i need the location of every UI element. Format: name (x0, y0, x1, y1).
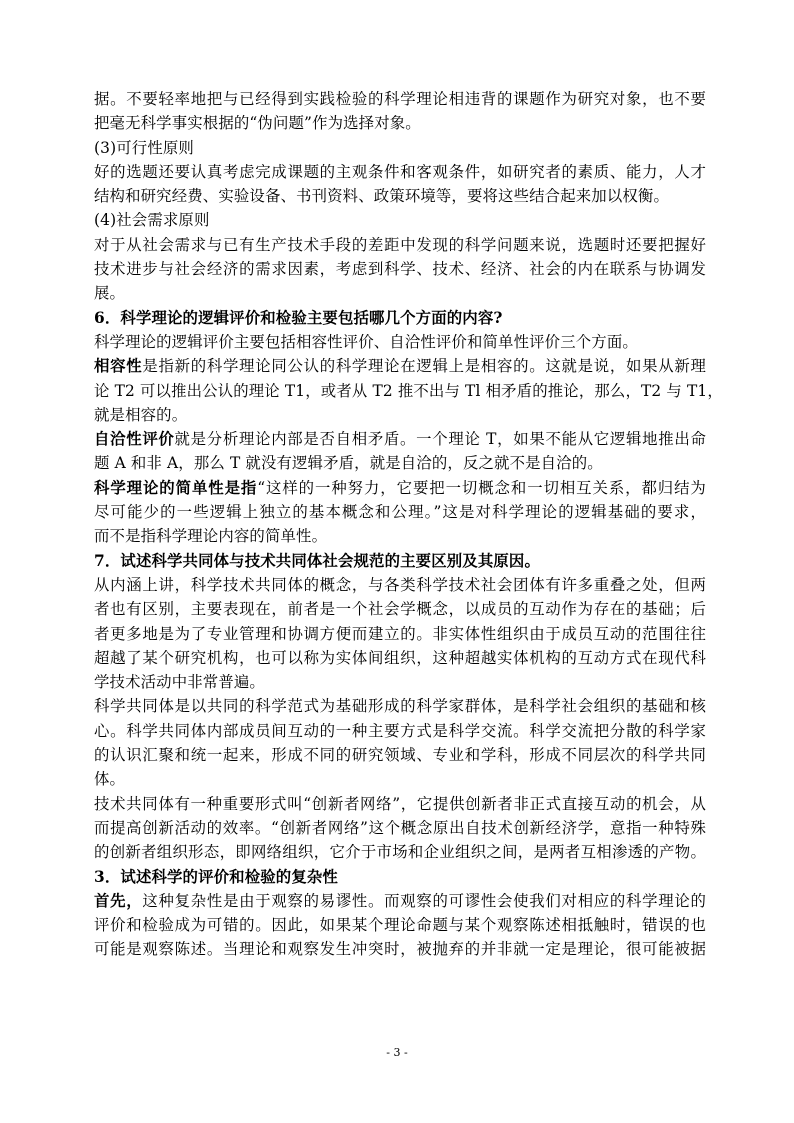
bold-term: 自洽性评价 (94, 430, 175, 449)
text-line: 就是相容的。 (94, 405, 188, 424)
text-line: 评价和检验成为可错的。因此，如果某个理论命题与某个观察陈述相抵触时，错误的也 (94, 916, 706, 935)
text-line: 心。科学共同体内部成员间互动的一种主要方式是科学交流。科学交流把分散的科学家 (94, 721, 706, 740)
text-line: 据。不要轻率地把与已经得到实践检验的科学理论相违背的课题作为研究对象，也不要 (94, 90, 706, 108)
text-line: 者也有区别，主要表现在，前者是一个社会学概念，以成员的互动作为存在的基础；后 (94, 600, 706, 619)
page-number: - 3 - (386, 1046, 408, 1059)
text-line: 的创新者组织形态，即网络组织，它介于市场和企业组织之间，是两者互相渗透的产物。 (94, 843, 706, 862)
text-line: 学技术活动中非常普遍。 (94, 673, 265, 692)
text-span: 就是分析理论内部是否自相矛盾。一个理论 T，如果不能从它逻辑地推出命 (174, 430, 706, 449)
text-line: 从内涵上讲，科学技术共同体的概念，与各类科学技术社会团体有许多重叠之处，但两 (94, 575, 706, 594)
subheading: (3)可行性原则 (94, 138, 194, 157)
text-line (94, 427, 706, 451)
text-line: 结构和研究经费、实验设备、书刊资料、政策环境等，要将这些结合起来加以权衡。 (94, 187, 670, 206)
section-heading: 7．试述科学共同体与技术共同体社会规范的主要区别及其原因。 (94, 551, 540, 570)
section-heading: 6．科学理论的逻辑评价和检验主要包括哪几个方面的内容? (94, 308, 503, 327)
text-line: 而提高创新活动的效率。“创新者网络”这个概念原出自技术创新经济学，意指一种特殊 (94, 818, 706, 837)
text-line (94, 889, 706, 913)
text-line (94, 476, 706, 500)
text-line: 超越了某个研究机构，也可以称为实体间组织，这种超越实体机构的互动方式在现代科 (94, 648, 706, 667)
text-line: 科学理论的逻辑评价主要包括相容性评价、自洽性评价和简单性评价三个方面。 (94, 332, 638, 351)
text-line: 可能是观察陈述。当理论和观察发生冲突时，被抛弃的并非就一定是理论，很可能被据 (94, 940, 706, 959)
text-line: 展。 (94, 284, 126, 303)
text-line: 而不是指科学理论内容的简单性。 (94, 527, 328, 546)
bold-term: 科学理论的简单性是指 (94, 478, 258, 497)
text-span: 这种复杂性是由于观察的易谬性。而观察的可谬性会使我们对相应的科学理论的 (142, 891, 706, 910)
text-line (94, 354, 706, 378)
text-line: 题 A 和非 A，那么 T 就没有逻辑矛盾，就是自洽的，反之就不是自洽的。 (94, 454, 603, 473)
text-line: 者更多地是为了专业管理和协调方便而建立的。非实体性组织由于成员互动的范围往往 (94, 624, 706, 643)
text-line: 尽可能少的一些逻辑上独立的基本概念和公理。”这是对科学理论的逻辑基础的要求， (94, 503, 706, 522)
subheading: (4)社会需求原则 (94, 211, 210, 230)
text-line: 技术进步与社会经济的需求因素，考虑到科学、技术、经济、社会的内在联系与协调发 (94, 260, 706, 279)
text-span: 是指新的科学理论同公认的科学理论在逻辑上是相容的。这就是说，如果从新理 (142, 357, 706, 376)
text-line: 科学共同体是以共同的科学范式为基础形成的科学家群体，是科学社会组织的基础和核 (94, 697, 706, 716)
text-line: 的认识汇聚和统一起来，形成不同的研究领域、专业和学科，形成不同层次的科学共同 (94, 746, 706, 765)
text-line: 论 T2 可以推出公认的理论 T1，或者从 T2 推不出与 Tl 相矛盾的推论，那么，T2 与 T1， (94, 381, 723, 400)
text-line: 好的选题还要认真考虑完成课题的主观条件和客观条件，如研究者的素质、能力，人才 (94, 162, 706, 181)
bold-term: 相容性 (94, 357, 143, 376)
section-heading: 3．试述科学的评价和检验的复杂性 (94, 867, 338, 886)
text-span: “这样的一种努力，它要把一切概念和一切相互关系，都归结为 (257, 478, 706, 497)
document-body (94, 87, 723, 962)
text-line: 体。 (94, 770, 126, 789)
text-line: 把毫无科学事实根据的“伪问题”作为选择对象。 (94, 114, 421, 133)
bold-term: 首先， (94, 891, 143, 910)
text-line: 技术共同体有一种重要形式叫“创新者网络”，它提供创新者非正式直接互动的机会，从 (94, 794, 706, 813)
text-line: 对于从社会需求与已有生产技术手段的差距中发现的科学问题来说，选题时还要把握好 (94, 235, 706, 254)
